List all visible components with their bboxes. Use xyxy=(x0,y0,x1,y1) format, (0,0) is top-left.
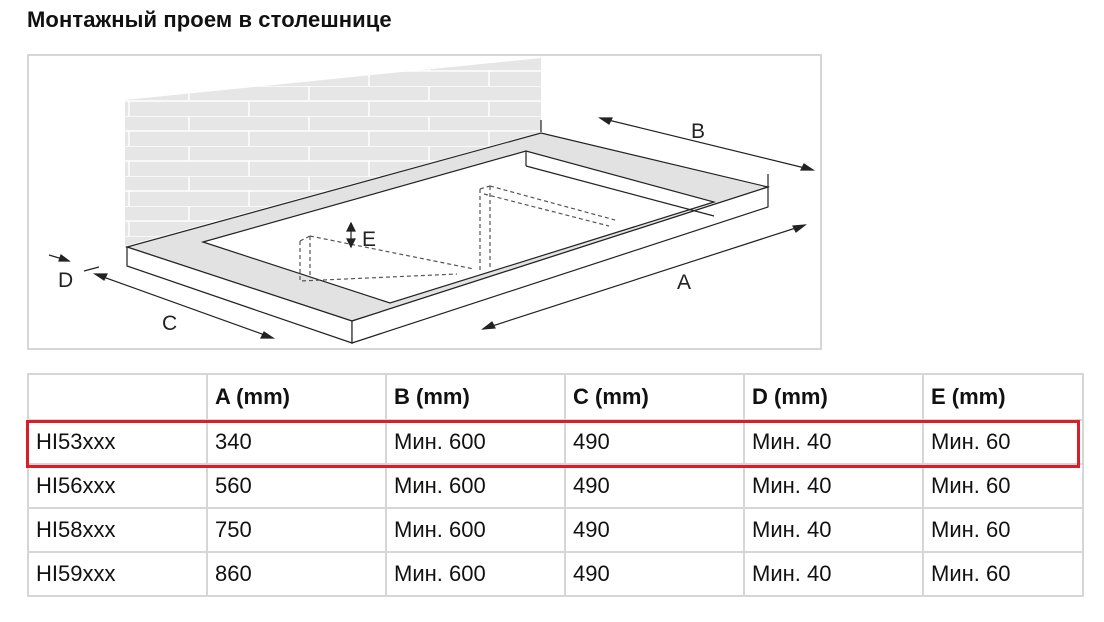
cell-b: Мин. 600 xyxy=(386,464,565,508)
page-title: Монтажный проем в столешнице xyxy=(27,7,392,32)
cell-e: Мин. 60 xyxy=(923,420,1083,464)
header-a: A (mm) xyxy=(207,374,386,420)
cutout-dimensions-table xyxy=(27,373,1084,597)
cutout-diagram xyxy=(27,54,822,350)
cell-e: Мин. 60 xyxy=(923,508,1083,552)
cell-c: 490 xyxy=(565,464,744,508)
cell-e: Мин. 60 xyxy=(923,552,1083,596)
cell-c: 490 xyxy=(565,420,744,464)
header-e: E (mm) xyxy=(923,374,1083,420)
dimension-label-e: E xyxy=(362,228,377,251)
header-b: B (mm) xyxy=(386,374,565,420)
cell-a: 860 xyxy=(207,552,386,596)
dimension-label-a: A xyxy=(677,271,692,294)
cell-d: Мин. 40 xyxy=(744,420,923,464)
cell-c: 490 xyxy=(565,508,744,552)
cell-d: Мин. 40 xyxy=(744,508,923,552)
cell-d: Мин. 40 xyxy=(744,464,923,508)
header-d: D (mm) xyxy=(744,374,923,420)
dimension-label-d: D xyxy=(58,269,74,292)
header-model xyxy=(28,374,207,420)
cutout-drawing xyxy=(29,56,824,352)
cell-model: HI53xxx xyxy=(28,420,207,464)
cell-b: Мин. 600 xyxy=(386,508,565,552)
cell-e: Мин. 60 xyxy=(923,464,1083,508)
table-header-row xyxy=(28,374,1083,420)
cell-model: HI58xxx xyxy=(28,508,207,552)
dimension-label-b: B xyxy=(691,120,706,143)
cell-b: Мин. 600 xyxy=(386,420,565,464)
dimension-label-c: C xyxy=(162,312,178,335)
cell-d: Мин. 40 xyxy=(744,552,923,596)
cell-c: 490 xyxy=(565,552,744,596)
cell-model: HI56xxx xyxy=(28,464,207,508)
table-row xyxy=(28,420,1083,464)
cell-a: 750 xyxy=(207,508,386,552)
cell-model: HI59xxx xyxy=(28,552,207,596)
header-c: C (mm) xyxy=(565,374,744,420)
cell-a: 340 xyxy=(207,420,386,464)
cell-a: 560 xyxy=(207,464,386,508)
table-row xyxy=(28,552,1083,596)
table-row xyxy=(28,508,1083,552)
table-row xyxy=(28,464,1083,508)
cell-b: Мин. 600 xyxy=(386,552,565,596)
